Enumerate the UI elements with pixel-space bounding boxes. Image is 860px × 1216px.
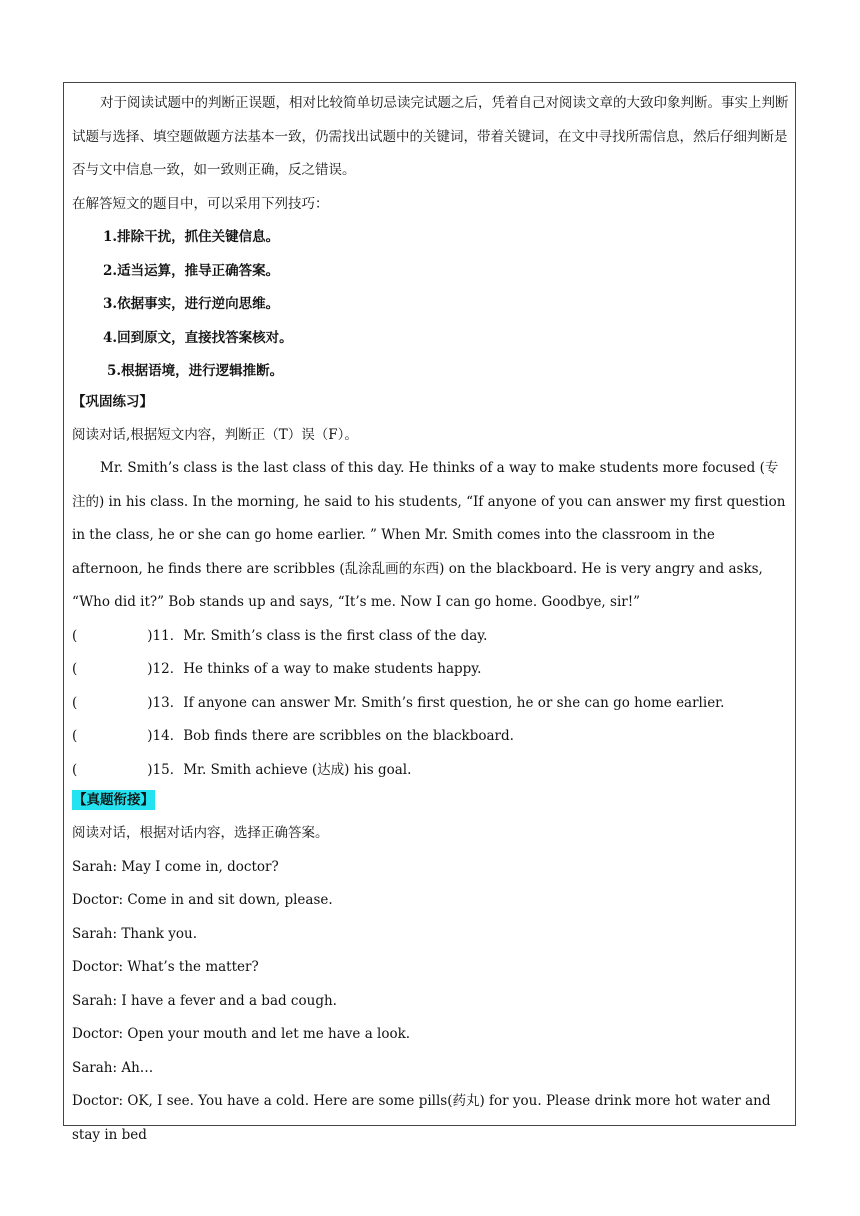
dialogue-line: Sarah: Ah… [72,1059,154,1076]
intro-paragraph: 对于阅读试题中的判断正误题，相对比较简单切忌读完试题之后，凭着自己对阅读文章的大致印象判断。事实上判断试题与选择、填空题做题方法基本一致，仍需找出试题中的关键词，带着关键词，在文中寻找所需信息，然后仔细判断是否与文中信息一致，如一致则正确，反之错误。 [72,95,789,178]
exam-instruction: 阅读对话，根据对话内容，选择正确答案。 [72,825,329,841]
tip-4: 4.回到原文，直接找答案核对。 [103,329,293,346]
dialogue-line: Doctor: Come in and sit down, please. [72,892,333,908]
question-15 [72,754,790,788]
question-13 [72,687,790,721]
question-14 [72,720,790,754]
answer-bracket-open: ( [72,661,78,677]
dialogue-line: Sarah: Thank you. [72,925,197,942]
answer-bracket-open: ( [72,761,78,778]
question-12 [72,653,790,687]
dialogue-line: Sarah: I have a fever and a bad cough. [72,992,337,1009]
question-text: Mr. Smith achieve (达成) his goal. [183,761,412,778]
tip-1: 1.排除干扰，抓住关键信息。 [103,229,280,245]
question-number: )13． [147,694,184,711]
dialogue-line: Doctor: What’s the matter? [72,959,259,975]
dialogue-line: Doctor: Open your mouth and let me have a look. [72,1026,411,1042]
dialogue-line: Sarah: May I come in, doctor? [72,858,279,875]
tip-5: 5.根据语境，进行逻辑推断。 [107,363,284,379]
exam-title-highlight: 【真题衔接】 [73,792,154,808]
question-number: )15． [147,761,184,778]
answer-bracket-open: ( [72,728,78,744]
practice-section-title [72,389,790,421]
document-body [72,87,790,1152]
question-text: Bob finds there are scribbles on the blackboard. [183,728,514,744]
reading-passage: Mr. Smith’s class is the last class of this day. He thinks of a way to make students more focused (专注的) in his class. In the morning, he said to his students, “If anyone of you can answer my first question in the class, he or she can go home earlier. ” When Mr. Smith comes into the classroom in the afternoon, he finds there are scribbles (乱涂乱画的东西) on the blackboard. He is very angry and asks, “Who did it?” Bob stands up and says, “It’s me. Now I can go home. Goodbye, sir!” [72,460,786,610]
dialogue-line: Doctor: OK, I see. You have a cold. Here are some pills(药丸) for you. Please drink more hot water and stay in bed [72,1093,771,1143]
question-number: )14． [147,728,184,744]
question-text: If anyone can answer Mr. Smith’s first question, he or she can go home earlier. [183,694,725,711]
question-number: )12． [147,661,184,677]
tip-2: 2.适当运算，推导正确答案。 [103,262,280,279]
content-frame [63,82,796,1143]
answer-bracket-open: ( [72,694,78,711]
tip-3: 3.依据事实，进行逆向思维。 [103,296,280,312]
question-11 [72,620,790,654]
practice-instruction: 阅读对话,根据短文内容，判断正（T）误（F）。 [72,426,358,443]
answer-bracket-open: ( [72,627,78,644]
question-text: Mr. Smith’s class is the first class of the day. [183,627,488,644]
question-text: He thinks of a way to make students happy. [183,661,482,677]
exam-section-title [72,787,790,819]
question-number: )11． [147,627,184,644]
practice-title-text: 【巩固练习】 [72,393,153,410]
tips-intro: 在解答短文的题目中，可以采用下列技巧： [72,195,329,212]
